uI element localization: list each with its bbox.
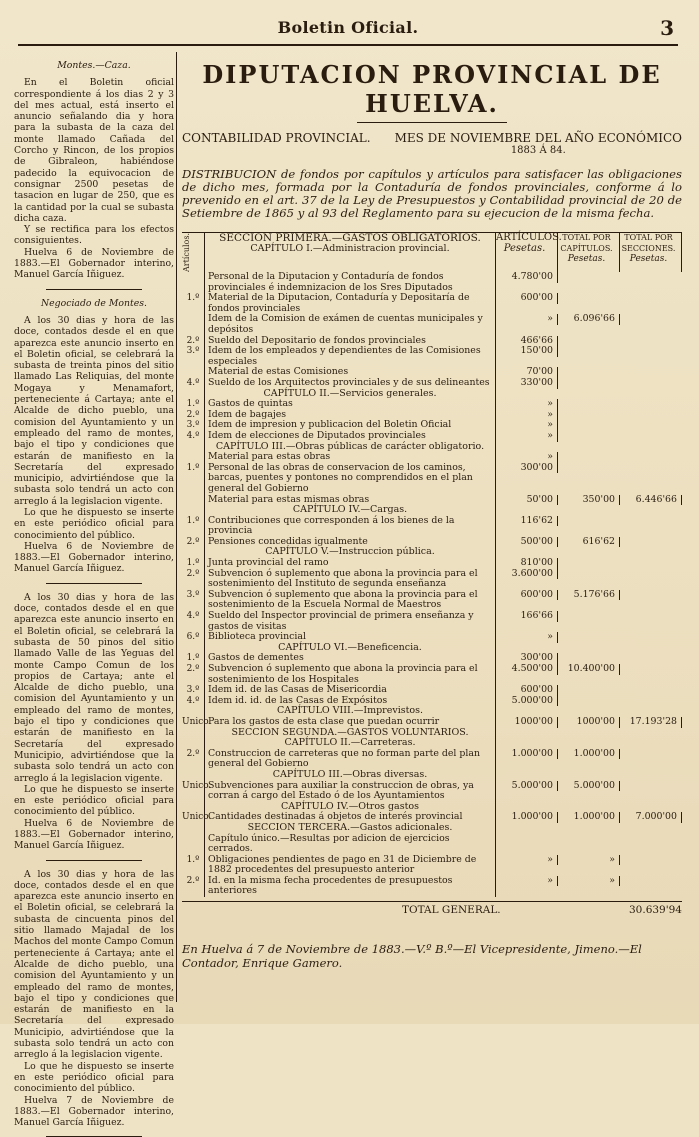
table-row [182,346,682,367]
row-description: Junta provincial del ramo [204,558,496,569]
article-number: 1.º [186,399,200,410]
article-number: 3.º [186,346,200,357]
amount-article: 1.000'00 [496,749,558,760]
amount-article: » [496,399,558,410]
row-description: Subvenciones para auxiliar la construccion de obras, ya corran á cargo del Estado ó de los Ayuntamientos [204,781,496,802]
notice-2 [14,592,174,861]
amount-article: 600'00 [496,685,558,696]
amount-chapter: 1000'00 [558,717,620,728]
row-description: Subvencion ó suplemento que abona la provincia para el sostenimiento del Instituto de segunda enseñanza [204,569,496,590]
row-description: Material de estas Comisiones [204,367,496,378]
th-c-label: TOTAL POR SECCIONES. [621,233,676,253]
amount-section: 7.000'00 [620,812,682,823]
row-description: Cantidades destinadas á objetos de interés provincial [204,812,496,823]
section-one: SECCION PRIMERA.—GASTOS OBLIGATORIOS. [219,232,481,244]
chapter-heading: CAPÍTULO III.—Obras diversas. [204,770,496,781]
article-number: 1.º [186,515,200,526]
table-row [182,611,682,632]
row-description: Biblioteca provincial [204,632,496,643]
amount-article: 300'00 [496,463,558,474]
amount-article: » [496,314,558,325]
amount-chapter: 1.000'00 [558,812,620,823]
row-description: Contribuciones que corresponden á los bienes de la provincia [204,516,496,537]
article-number: 4.º [186,430,200,441]
notice-sig: Huelva 6 de Noviembre de 1883.—El Gobernador interino, Manuel García Iñiguez. [14,540,174,575]
notice-p2: Lo que he dispuesto se inserte en este periódico oficial para conocimiento del público. [14,783,174,818]
th-a-label: ARTÍCULOS. [496,232,562,243]
amount-article: 300'00 [496,653,558,664]
row-description: Idem de la Comision de exámen de cuentas municipales y depósitos [204,314,496,335]
amount-chapter: 350'00 [558,495,620,506]
row-description: Idem de elecciones de Diputados provinciales [204,431,496,442]
footer-signature: En Huelva á 7 de Noviembre de 1883.—V.º B.º—El Vicepresidente, Jimeno.—El Contador, Enrique Gamero. [182,942,642,971]
row-description: Para los gastos de esta clase que puedan ocurrir [204,717,496,728]
amount-chapter: 6.096'66 [558,314,620,325]
divider [357,122,507,123]
row-description: Sueldo de los Arquitectos provinciales y de sus delineantes [204,378,496,389]
amount-article: 3.600'00 [496,569,558,580]
notice-1 [14,298,174,584]
article-number: 4.º [186,377,200,388]
article-number: 4.º [186,695,200,706]
table-row [182,314,682,335]
chapter-heading: CAPÍTULO VI.—Beneficencia. [204,643,496,654]
amount-chapter: 5.000'00 [558,781,620,792]
row-description: Pensiones concedidas igualmente [204,537,496,548]
th-articulos [496,232,562,272]
amount-article: 466'66 [496,336,558,347]
table-row [182,696,682,707]
notice-body: A los 30 dias y hora de las doce, contados desde el en que aparezca este anuncio inserto en el Boletin oficial, se celebrará la subasta de 50 pinos del sitio llamado Valle de las Yeguas del monte Campo Comun de los propios de Cartaya; ante el Alcalde de dicho pueblo, una comision del Ayuntamiento y un empleado del ramo de montes, bajo el tipo y condiciones que estarán de manifiesto en la Secretaría del expresado Municipio, advirtiéndose que la subasta solo tendrá un acto con arreglo á la legislacion vigente. [14,591,174,784]
row-description: Sueldo del Depositario de fondos provinciales [204,336,496,347]
amount-article: 166'66 [496,611,558,622]
article-number: Unico. [182,812,212,823]
notice-sig: Huelva 7 de Noviembre de 1883.—El Gobernador interino, Manuel García Iñiguez. [14,1094,174,1129]
table-row [182,823,682,834]
row-description: Subvencion ó suplemento que abona la provincia para el sostenimiento de la Escuela Normal de Maestros [204,590,496,611]
table-row [182,855,682,876]
notice-body: A los 30 dias y hora de las doce, contados desde el en que aparezca este anuncio inserto en el Boletin oficial, se celebrará la subasta de treinta pinos del sitio llamado Las Reliquias, del monte Mogaya y Menamafort, perteneciente á Cartaya; ante el Alcalde de dicho pueblo, una comision del Ayuntamiento y un empleado del ramo de montes, bajo el tipo y condiciones que estarán de manifiesto en la Secretaría del expresado municipio, advirtiéndose que la subasta solo tendrá un acto con arreglo á la legislacion vigente. [14,314,174,507]
amount-article: » [496,876,558,887]
chapter-heading: SECCION SEGUNDA.—GASTOS VOLUNTARIOS. [204,728,496,739]
amount-section: 17.193'28 [620,717,682,728]
table-row [182,728,682,739]
row-description: Subvencion ó suplemento que abona la provincia para el sostenimiento de los Hospitales [204,664,496,685]
article-number: 2.º [186,536,200,547]
th-articulos-vertical: Artículos. [182,233,191,273]
table-row [182,272,682,293]
chapter-heading: CAPÍTULO IV.—Otros gastos [204,802,496,813]
notice-sig: Huelva 6 de Noviembre de 1883.—El Gobernador interino, Manuel García Iñiguez. [14,817,174,852]
article-number: 1.º [186,462,200,473]
chapter-heading: CAPÍTULO II.—Servicios generales. [204,389,496,400]
mes-label [395,131,682,156]
row-description: Construccion de carreteras que no forman parte del plan general del Gobierno [204,749,496,770]
amount-article: » [496,420,558,431]
th-capitulos [558,233,620,272]
table-row [182,749,682,770]
chapter-heading: SECCION TERCERA.—Gastos adicionales. [204,823,496,834]
amount-article: 600'00 [496,293,558,304]
contabilidad-label: CONTABILIDAD PROVINCIAL. [182,131,371,145]
notice-body: En el Boletin oficial correspondiente á los dias 2 y 3 del mes actual, está inserto el anuncio señalando dia y hora para la subasta de la caza del monte llamado Cañada del Corcho y Rincon, de los propios de Gibraleon, habiéndose padecido la equivocacion de consignar 2500 pesetas de tasacion en lugar de 250, que es la cantidad por la cual se subasta dicha caza. [14,77,174,224]
budget-table [182,232,682,916]
table-row [182,378,682,389]
th-section [204,233,496,272]
article-number: 2.º [186,409,200,420]
amount-article: 70'00 [496,367,558,378]
amount-article: » [496,431,558,442]
amount-chapter: 616'62 [558,537,620,548]
amount-article: 150'00 [496,346,558,357]
th-b-label: TOTAL POR CAPÍTULOS. [560,233,613,253]
row-description: Idem id. de las Casas de Misericordia [204,685,496,696]
amount-article: 600'00 [496,590,558,601]
chapter-heading: CAPÍTULO IV.—Cargas. [204,505,496,516]
amount-article: 500'00 [496,537,558,548]
amount-article: 330'00 [496,378,558,389]
chapter-one: CAPÍTULO I.—Administracion provincial. [250,242,450,254]
table-header [182,233,682,272]
article-number: 4.º [186,611,200,622]
table-body [182,272,682,897]
amount-article: 4.500'00 [496,664,558,675]
article-number: 1.º [186,293,200,304]
article-number: 1.º [186,653,200,664]
diputacion-title: DIPUTACION PROVINCIAL DE HUELVA. [202,60,662,118]
row-description: Idem de los empleados y dependientes de las Comisiones especiales [204,346,496,367]
amount-article: 116'62 [496,516,558,527]
article-number: Unico. [182,716,212,727]
article-number: 3.º [186,685,200,696]
left-column [14,56,174,1129]
notice-p2: Y se rectifica para los efectos consiguientes. [14,224,174,247]
article-number: 2.º [186,664,200,674]
th-b-unit: Pesetas. [567,254,606,265]
row-description: Idem de impresion y publicacion del Boletin Oficial [204,420,496,431]
chapter-heading: CAPÍTULO II.—Carreteras. [204,738,496,749]
row-description: Id. en la misma fecha procedentes de presupuestos anteriores [204,876,496,897]
table-row [182,463,682,495]
table-row [182,431,682,442]
notice-heading: Montes.—Caza. [57,60,131,71]
page-header [18,16,678,46]
th-a-unit: Pesetas. [503,242,546,254]
article-number: 2.º [186,335,200,346]
notice-p2: Lo que he dispuesto se inserte en este periódico oficial para conocimiento del público. [14,1060,174,1095]
notice-body: A los 30 dias y hora de las doce, contados desde el en que aparezca este anuncio inserto en el Boletin oficial, se celebrará la subasta de cincuenta pinos del sitio llamado Majadal de los Machos del monte Campo Comun perteneciente á Cartaya; ante el Alcalde de dicho pueblo, una comision del Ayuntamiento y un empleado del ramo de montes, bajo el tipo y condiciones que estarán de manifiesto en la Secretaría del expresado Municipio, advirtiéndose que la subasta solo tendrá un acto con arreglo á la legislacion vigente. [14,868,174,1061]
total-value: 30.639'94 [629,904,682,917]
article-number: 1.º [186,854,200,865]
amount-chapter: 1.000'00 [558,749,620,760]
article-number: Unico. [182,780,212,791]
chapter-heading: CAPÍTULO VIII.—Imprevistos. [204,706,496,717]
table-row [182,516,682,537]
row-description: Capítulo único.—Resultas por adicion de ejercicios cerrados. [204,834,496,855]
table-row [182,717,682,728]
article-number: 2.º [186,875,200,886]
amount-article: 810'00 [496,558,558,569]
row-description: Material de la Diputacion, Contaduría y Depositaría de fondos provinciales [204,293,496,314]
amount-article: » [496,410,558,421]
table-row [182,876,682,897]
th-c-unit: Pesetas. [629,254,668,265]
article-number: 2.º [186,748,200,759]
table-row [182,632,682,643]
article-number: 3.º [186,420,200,431]
distribution-text: DISTRIBUCION de fondos por capítulos y artículos para satisfacer las obligaciones de dicho mes, formada por la Contaduría de fondos provinciales, conforme á lo prevenido en el art. 37 de la Ley de Presupuestos y Contabilidad provincial de 20 de Setiembre de 1865 y al 93 del Reglamento para su ejecucion de la misma fecha. [182,167,682,220]
notice-heading: Negociado de Montes. [41,297,147,309]
article-number: 3.º [186,589,200,600]
table-row [182,834,682,855]
notice-3 [14,869,174,1137]
amount-article: 1000'00 [496,717,558,728]
row-description: Gastos de dementes [204,653,496,664]
article-number: 2.º [186,568,200,579]
table-row [182,293,682,314]
row-description: Gastos de quintas [204,399,496,410]
row-description: Material para estas obras [204,452,496,463]
amount-article: » [496,452,558,463]
amount-article: » [496,632,558,643]
divider [46,860,142,861]
amount-chapter: » [558,855,620,866]
chapter-heading: CAPÍTULO III.—Obras públicas de carácter obligatorio. [204,442,496,453]
divider [46,583,142,584]
year-label: 1883 Á 84. [510,145,566,156]
row-description: Sueldo del Inspector provincial de primera enseñanza y gastos de visitas [204,611,496,632]
article-number: 6.º [186,632,200,643]
amount-section: 6.446'66 [620,495,682,506]
notice-p2: Lo que he dispuesto se inserte en este periódico oficial para conocimiento del público. [14,506,174,541]
table-row [182,569,682,590]
table-row [182,590,682,611]
notice-sig: Huelva 6 de Noviembre de 1883.—El Gobernador interino, Manuel García Iñiguez. [14,246,174,281]
row-description: Material para estas mismas obras [204,495,496,506]
notice-0 [14,60,174,290]
contabilidad-line [182,131,682,156]
chapter-heading: CAPÍTULO V.—Instruccion pública. [204,547,496,558]
amount-article: 4.780'00 [496,272,558,283]
amount-chapter: 10.400'00 [558,664,620,675]
divider [46,289,142,290]
row-description: Idem de bagajes [204,410,496,421]
table-row [182,495,682,506]
page-number: 3 [660,16,674,40]
mes-text: MES DE NOVIEMBRE DEL AÑO ECONÓMICO [394,131,682,145]
newspaper-title: Boletin Oficial. [277,18,419,37]
amount-article: 1.000'00 [496,812,558,823]
right-column [182,52,682,1012]
row-description: Personal de la Diputacion y Contaduría de fondos provinciales é indemnizacion de los Sres Diputados [204,272,496,293]
column-divider [176,52,177,1002]
article-number: 1.º [186,558,200,569]
row-description: Obligaciones pendientes de pago en 31 de Diciembre de 1882 procedentes del presupuesto anterior [204,855,496,876]
amount-article: 5.000'00 [496,781,558,792]
amount-chapter: 5.176'66 [558,590,620,601]
row-description: Personal de las obras de conservacion de los caminos, barcas, puentes y pontones no comprendidos en el plan general del Gobierno [204,463,496,495]
amount-article: » [496,855,558,866]
table-row [182,664,682,685]
th-secciones [620,233,682,272]
table-row [182,781,682,802]
row-description: Idem id. id. de las Casas de Expósitos [204,696,496,707]
total-label: TOTAL GENERAL. [402,904,501,917]
table-row [182,770,682,781]
total-row [182,901,682,916]
amount-article: 5.000'00 [496,696,558,707]
amount-chapter: » [558,876,620,887]
amount-article: 50'00 [496,495,558,506]
